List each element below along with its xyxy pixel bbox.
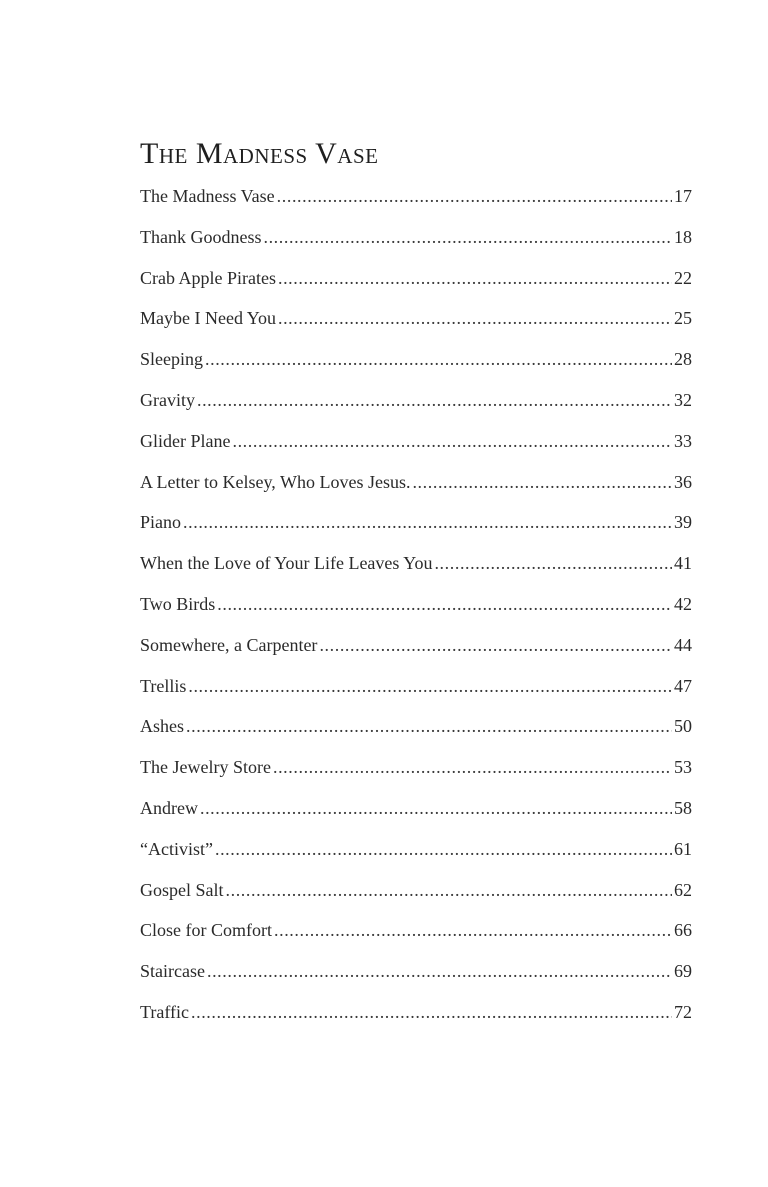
toc-entry <box>140 588 692 629</box>
toc-entry-page: 44 <box>674 634 692 655</box>
toc-entry-title: Thank Goodness <box>140 226 262 247</box>
toc-entry <box>140 384 692 425</box>
table-of-contents <box>140 180 692 1037</box>
toc-entry-title: Andrew <box>140 797 198 818</box>
toc-entry <box>140 670 692 711</box>
toc-entry-page: 61 <box>674 838 692 859</box>
dot-leader <box>197 384 672 416</box>
toc-entry-page: 22 <box>674 267 692 288</box>
dot-leader <box>278 302 672 334</box>
toc-entry-page: 58 <box>674 797 692 818</box>
dot-leader <box>207 955 672 987</box>
toc-entry-page: 66 <box>674 920 692 941</box>
toc-entry-title: Ashes <box>140 716 184 737</box>
toc-entry-title: Maybe I Need You <box>140 308 276 329</box>
toc-entry-page: 32 <box>674 389 692 410</box>
toc-entry <box>140 874 692 915</box>
toc-entry-page: 69 <box>674 961 692 982</box>
dot-leader <box>186 710 672 742</box>
toc-entry <box>140 180 692 221</box>
toc-entry-page: 72 <box>674 1001 692 1022</box>
toc-entry-title: Crab Apple Pirates <box>140 267 276 288</box>
dot-leader <box>191 996 672 1028</box>
toc-entry <box>140 221 692 262</box>
toc-entry <box>140 629 692 670</box>
dot-leader <box>412 466 672 498</box>
dot-leader <box>278 262 672 294</box>
dot-leader <box>263 221 672 253</box>
toc-entry <box>140 955 692 996</box>
toc-entry-title: Glider Plane <box>140 430 231 451</box>
toc-entry-title: Gospel Salt <box>140 879 224 900</box>
toc-entry <box>140 506 692 547</box>
toc-entry-title: Staircase <box>140 961 205 982</box>
toc-entry-title: Two Birds <box>140 593 216 614</box>
toc-entry-page: 42 <box>674 593 692 614</box>
toc-entry-title: The Madness Vase <box>140 186 275 206</box>
toc-entry <box>140 710 692 751</box>
dot-leader <box>215 833 672 865</box>
toc-entry-title: Sleeping <box>140 349 203 370</box>
dot-leader <box>226 874 673 906</box>
dot-leader <box>188 670 672 702</box>
dot-leader <box>200 792 672 824</box>
toc-entry-title: Trellis <box>140 675 187 696</box>
toc-entry-page: 17 <box>674 186 692 206</box>
dot-leader <box>274 914 672 946</box>
toc-entry-title: The Jewelry Store <box>140 757 271 778</box>
toc-entry-page: 18 <box>674 226 692 247</box>
toc-entry <box>140 262 692 303</box>
toc-entry <box>140 833 692 874</box>
toc-entry-page: 39 <box>674 512 692 533</box>
toc-entry-page: 47 <box>674 675 692 696</box>
dot-leader <box>319 629 672 661</box>
toc-entry-page: 62 <box>674 879 692 900</box>
dot-leader <box>183 506 672 538</box>
toc-entry <box>140 751 692 792</box>
section-title: The Madness Vase <box>140 137 379 170</box>
dot-leader <box>232 425 672 457</box>
toc-entry-title: Gravity <box>140 389 195 410</box>
toc-entry-page: 33 <box>674 430 692 451</box>
toc-entry-title: Piano <box>140 512 182 533</box>
toc-entry-page: 50 <box>674 716 692 737</box>
toc-entry-title: Somewhere, a Carpenter <box>140 634 318 655</box>
dot-leader <box>273 751 672 783</box>
dot-leader <box>217 588 672 620</box>
toc-entry-page: 28 <box>674 349 692 370</box>
toc-entry-title: Close for Comfort <box>140 920 272 941</box>
toc-entry-title: A Letter to Kelsey, Who Loves Jesus. <box>140 471 411 492</box>
toc-entry <box>140 425 692 466</box>
toc-entry-page: 53 <box>674 757 692 778</box>
toc-entry-page: 25 <box>674 308 692 329</box>
dot-leader <box>277 180 672 212</box>
dot-leader <box>434 547 672 579</box>
toc-entry-title: Traffic <box>140 1001 189 1022</box>
toc-entry <box>140 914 692 955</box>
dot-leader <box>205 343 672 375</box>
toc-entry <box>140 343 692 384</box>
toc-entry-title: “Activist” <box>140 838 213 859</box>
toc-entry <box>140 302 692 343</box>
toc-entry <box>140 996 692 1037</box>
toc-entry-page: 41 <box>674 553 692 574</box>
toc-entry-title: When the Love of Your Life Leaves You <box>140 553 433 574</box>
toc-entry <box>140 792 692 833</box>
toc-entry-page: 36 <box>674 471 692 492</box>
toc-entry <box>140 547 692 588</box>
toc-entry <box>140 466 692 507</box>
